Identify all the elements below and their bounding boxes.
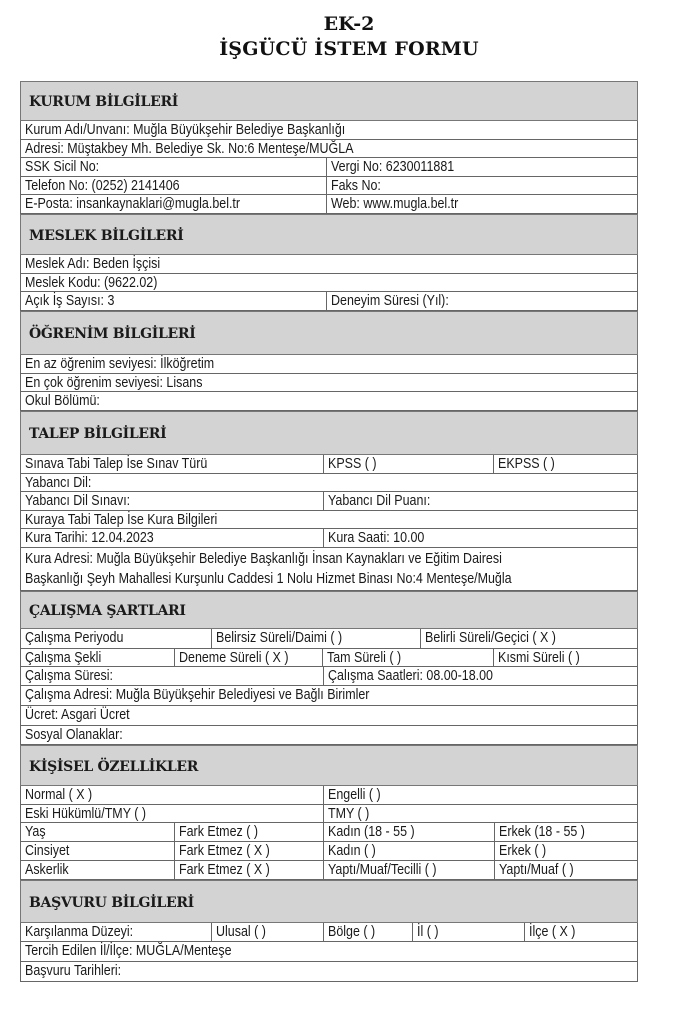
table-cell bbox=[494, 861, 637, 879]
section-title: BAŞVURU BİLGİLERİ bbox=[29, 895, 194, 911]
table-row bbox=[20, 823, 638, 842]
table-row bbox=[20, 492, 638, 511]
table-row bbox=[20, 861, 638, 880]
wage: Ücret: Asgari Ücret bbox=[25, 707, 130, 723]
table-cell bbox=[323, 492, 637, 510]
section-basvuru bbox=[20, 880, 638, 923]
table-cell bbox=[21, 177, 326, 194]
table-cell bbox=[21, 842, 174, 860]
disabled-option: Engelli ( ) bbox=[328, 787, 381, 803]
table-row bbox=[20, 805, 638, 823]
table-cell bbox=[21, 629, 211, 648]
table-row bbox=[20, 923, 638, 942]
table-cell bbox=[494, 842, 637, 860]
table-cell bbox=[21, 861, 174, 879]
table-cell bbox=[493, 455, 637, 473]
type-full-option: Tam Süreli ( ) bbox=[327, 650, 402, 666]
table-cell bbox=[323, 823, 494, 841]
table-cell bbox=[21, 786, 323, 804]
table-cell bbox=[21, 140, 637, 157]
table-cell bbox=[21, 667, 323, 685]
table-cell bbox=[21, 511, 637, 528]
table-cell bbox=[524, 923, 637, 941]
table-cell bbox=[21, 529, 323, 547]
military-label: Askerlik bbox=[25, 862, 69, 878]
table-row bbox=[20, 355, 638, 374]
lottery-date: Kura Tarihi: 12.04.2023 bbox=[25, 530, 154, 546]
table-row bbox=[20, 529, 638, 548]
ekpss-option: EKPSS ( ) bbox=[498, 456, 555, 472]
work-type-label: Çalışma Şekli bbox=[25, 650, 102, 666]
section-ogrenim bbox=[20, 311, 638, 355]
type-trial-option: Deneme Süreli ( X ) bbox=[179, 650, 289, 666]
form-code: EK-2 bbox=[323, 13, 375, 35]
ex-convict-option: Eski Hükümlü/TMY ( ) bbox=[25, 806, 147, 822]
table-cell bbox=[323, 529, 637, 547]
table-cell bbox=[21, 392, 637, 410]
table-cell bbox=[21, 121, 637, 139]
table-cell bbox=[326, 158, 637, 176]
occupation-code: Meslek Kodu: (9622.02) bbox=[25, 275, 158, 291]
ssk-number: SSK Sicil No: bbox=[25, 159, 100, 175]
table-row bbox=[20, 274, 638, 292]
table-cell bbox=[326, 195, 637, 213]
section-title: KURUM BİLGİLERİ bbox=[29, 94, 179, 110]
work-address: Çalışma Adresi: Muğla Büyükşehir Belediyesi ve Bağlı Birimler bbox=[25, 687, 370, 703]
table-row bbox=[20, 629, 638, 649]
gender-any-option: Fark Etmez ( X ) bbox=[179, 843, 270, 859]
age-any-option: Fark Etmez ( ) bbox=[179, 824, 258, 840]
table-cell bbox=[323, 786, 637, 804]
table-cell bbox=[322, 649, 493, 666]
table-row bbox=[20, 177, 638, 195]
section-meslek bbox=[20, 214, 638, 255]
foreign-language-score: Yabancı Dil Puanı: bbox=[328, 493, 431, 509]
lottery-info-label: Kuraya Tabi Talep İse Kura Bilgileri bbox=[25, 512, 218, 528]
exam-type-label: Sınava Tabi Talep İse Sınav Türü bbox=[25, 456, 208, 472]
tax-number: Vergi No: 6230011881 bbox=[331, 159, 455, 175]
section-title: TALEP BİLGİLERİ bbox=[29, 426, 167, 442]
normal-option: Normal ( X ) bbox=[25, 787, 93, 803]
table-row bbox=[20, 511, 638, 529]
table-cell bbox=[211, 629, 420, 648]
table-cell bbox=[21, 492, 323, 510]
period-permanent-option: Belirsiz Süreli/Daimi ( ) bbox=[216, 630, 343, 646]
section-kurum bbox=[20, 81, 638, 121]
table-cell bbox=[21, 548, 637, 590]
period-temporary-option: Belirli Süreli/Geçici ( X ) bbox=[425, 630, 556, 646]
table-cell bbox=[21, 158, 326, 176]
form-title: İŞGÜCÜ İSTEM FORMU bbox=[219, 38, 479, 60]
school-department: Okul Bölümü: bbox=[25, 393, 100, 409]
table-row bbox=[20, 195, 638, 214]
website: Web: www.mugla.bel.tr bbox=[331, 196, 459, 212]
table-row bbox=[20, 374, 638, 392]
table-cell bbox=[323, 455, 493, 473]
work-hours: Çalışma Saatleri: 08.00-18.00 bbox=[328, 668, 493, 684]
table-cell bbox=[494, 823, 637, 841]
table-row bbox=[20, 392, 638, 411]
table-row bbox=[20, 649, 638, 667]
table-cell bbox=[21, 455, 323, 473]
table-cell bbox=[323, 805, 637, 822]
table-cell bbox=[21, 355, 637, 373]
table-cell bbox=[21, 474, 637, 491]
work-period-label: Çalışma Periyodu bbox=[25, 630, 124, 646]
table-cell bbox=[21, 274, 637, 291]
table-cell bbox=[21, 823, 174, 841]
table-row bbox=[20, 786, 638, 805]
fax-number: Faks No: bbox=[331, 178, 381, 194]
table-cell bbox=[21, 923, 211, 941]
table-cell bbox=[21, 726, 637, 744]
level-province-option: İl ( ) bbox=[417, 924, 439, 940]
gender-label: Cinsiyet bbox=[25, 843, 70, 859]
lottery-address-line1: Kura Adresi: Muğla Büyükşehir Belediye Başkanlığı İnsan Kaynakları ve Eğitim Dairesi bbox=[25, 551, 502, 567]
tmy-option: TMY ( ) bbox=[328, 806, 370, 822]
age-male-option: Erkek (18 - 55 ) bbox=[499, 824, 585, 840]
institution-address: Adresi: Müştakbey Mh. Belediye Sk. No:6 Menteşe/MUĞLA bbox=[25, 141, 354, 157]
open-job-count: Açık İş Sayısı: 3 bbox=[25, 293, 115, 309]
table-cell bbox=[174, 649, 322, 666]
table-row bbox=[20, 686, 638, 706]
experience-years: Deneyim Süresi (Yıl): bbox=[331, 293, 449, 309]
lottery-time: Kura Saati: 10.00 bbox=[328, 530, 425, 546]
table-cell bbox=[420, 629, 637, 648]
level-region-option: Bölge ( ) bbox=[328, 924, 376, 940]
table-row bbox=[20, 474, 638, 492]
table-cell bbox=[21, 649, 174, 666]
table-cell bbox=[21, 195, 326, 213]
kpss-option: KPSS ( ) bbox=[328, 456, 377, 472]
table-row bbox=[20, 842, 638, 861]
military-deferred-option: Yaptı/Muaf/Tecilli ( ) bbox=[328, 862, 437, 878]
preferred-location: Tercih Edilen İl/İlçe: MUĞLA/Menteşe bbox=[25, 943, 232, 959]
table-cell bbox=[21, 255, 637, 273]
table-cell bbox=[21, 805, 323, 822]
gender-male-option: Erkek ( ) bbox=[499, 843, 547, 859]
gender-female-option: Kadın ( ) bbox=[328, 843, 376, 859]
table-row bbox=[20, 158, 638, 177]
phone-number: Telefon No: (0252) 2141406 bbox=[25, 178, 180, 194]
section-kisisel bbox=[20, 745, 638, 786]
min-education: En az öğrenim seviyesi: İlköğretim bbox=[25, 356, 215, 372]
table-row bbox=[20, 667, 638, 686]
table-cell bbox=[21, 942, 637, 961]
section-talep bbox=[20, 411, 638, 455]
table-cell bbox=[323, 842, 494, 860]
table-cell bbox=[326, 292, 637, 310]
foreign-language: Yabancı Dil: bbox=[25, 475, 92, 491]
table-row bbox=[20, 726, 638, 745]
section-title: ÖĞRENİM BİLGİLERİ bbox=[29, 326, 196, 342]
work-duration: Çalışma Süresi: bbox=[25, 668, 114, 684]
occupation-name: Meslek Adı: Beden İşçisi bbox=[25, 256, 161, 272]
table-cell bbox=[323, 861, 494, 879]
max-education: En çok öğrenim seviyesi: Lisans bbox=[25, 375, 203, 391]
table-row bbox=[20, 140, 638, 158]
foreign-language-exam: Yabancı Dil Sınavı: bbox=[25, 493, 131, 509]
application-dates: Başvuru Tarihleri: bbox=[25, 963, 122, 979]
level-national-option: Ulusal ( ) bbox=[216, 924, 266, 940]
table-row bbox=[20, 455, 638, 474]
table-row bbox=[20, 121, 638, 140]
table-cell bbox=[21, 292, 326, 310]
section-calisma bbox=[20, 591, 638, 629]
level-district-option: İlçe ( X ) bbox=[529, 924, 576, 940]
age-label: Yaş bbox=[25, 824, 46, 840]
table-cell bbox=[493, 649, 637, 666]
coverage-level-label: Karşılanma Düzeyi: bbox=[25, 924, 134, 940]
email-address: E-Posta: insankaynaklari@mugla.bel.tr bbox=[25, 196, 241, 212]
table-cell bbox=[174, 861, 323, 879]
lottery-address-line2: Başkanlığı Şeyh Mahallesi Kurşunlu Caddesi 1 Nolu Hizmet Binası No:4 Menteşe/Muğla bbox=[25, 571, 512, 587]
table-row bbox=[20, 942, 638, 962]
table-cell bbox=[174, 842, 323, 860]
social-benefits: Sosyal Olanaklar: bbox=[25, 727, 123, 743]
section-title: KİŞİSEL ÖZELLİKLER bbox=[29, 759, 199, 775]
table-row bbox=[20, 706, 638, 726]
table-cell bbox=[412, 923, 524, 941]
table-cell bbox=[323, 667, 637, 685]
table-cell bbox=[21, 374, 637, 391]
type-part-option: Kısmi Süreli ( ) bbox=[498, 650, 580, 666]
table-row bbox=[20, 255, 638, 274]
institution-name: Kurum Adı/Unvanı: Muğla Büyükşehir Belediye Başkanlığı bbox=[25, 122, 346, 138]
section-title: ÇALIŞMA ŞARTLARI bbox=[29, 603, 186, 619]
table-cell bbox=[326, 177, 637, 194]
military-any-option: Fark Etmez ( X ) bbox=[179, 862, 270, 878]
military-done-option: Yaptı/Muaf ( ) bbox=[499, 862, 574, 878]
table-cell bbox=[174, 823, 323, 841]
table-row bbox=[20, 548, 638, 591]
age-female-option: Kadın (18 - 55 ) bbox=[328, 824, 415, 840]
table-cell bbox=[323, 923, 412, 941]
section-title: MESLEK BİLGİLERİ bbox=[29, 228, 184, 244]
table-row bbox=[20, 292, 638, 311]
table-cell bbox=[21, 686, 637, 705]
table-cell bbox=[21, 962, 637, 981]
table-row bbox=[20, 962, 638, 982]
table-cell bbox=[211, 923, 323, 941]
table-cell bbox=[21, 706, 637, 725]
